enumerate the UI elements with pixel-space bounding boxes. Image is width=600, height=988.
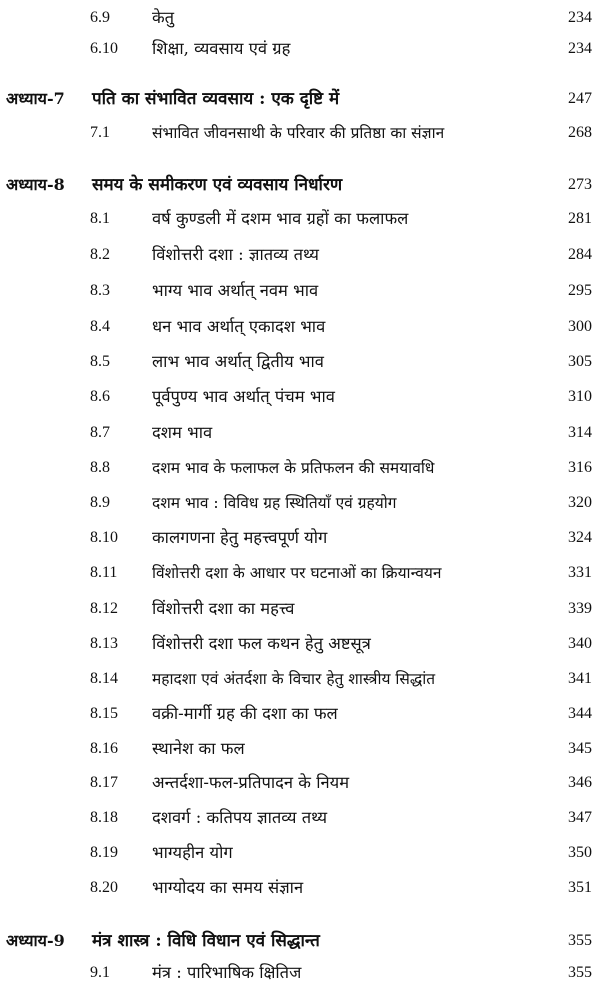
section-number: 6.10 (90, 40, 118, 57)
page-number: 346 (568, 774, 592, 791)
section-number: 8.18 (90, 809, 118, 826)
section-number: 8.19 (90, 844, 118, 861)
page-number: 305 (568, 353, 592, 370)
page-number: 339 (568, 600, 592, 617)
section-title: दशम भाव : विविध ग्रह स्थितियाँ एवं ग्रहयोग (152, 494, 397, 512)
toc-entry (0, 312, 600, 342)
page-number: 234 (568, 40, 592, 57)
toc-entry (0, 118, 600, 148)
chapter-title: मंत्र शास्त्र : विधि विधान एवं सिद्धान्त (92, 931, 320, 951)
section-title: लाभ भाव अर्थात् द्वितीय भाव (152, 352, 324, 371)
toc-entry (0, 523, 600, 553)
section-number: 8.20 (90, 879, 118, 896)
section-number: 8.17 (90, 774, 118, 791)
section-number: 8.12 (90, 600, 118, 617)
page-number: 247 (568, 90, 592, 107)
section-title: मंत्र : पारिभाषिक क्षितिज (152, 963, 302, 982)
section-title: धन भाव अर्थात् एकादश भाव (152, 317, 326, 336)
page-number: 268 (568, 124, 592, 141)
toc-entry (0, 240, 600, 270)
section-title: भाग्योदय का समय संज्ञान (152, 878, 304, 897)
page-number: 310 (568, 388, 592, 405)
toc-entry (0, 204, 600, 234)
toc-entry (0, 276, 600, 306)
section-number: 7.1 (90, 124, 110, 141)
chapter-number: अध्याय-8 (6, 175, 65, 194)
section-title: वक्री-मार्गी ग्रह की दशा का फल (152, 704, 338, 723)
section-number: 8.10 (90, 529, 118, 546)
section-title: कालगणना हेतु महत्त्वपूर्ण योग (152, 528, 328, 547)
section-number: 8.6 (90, 388, 110, 405)
page-number: 341 (568, 670, 592, 687)
page-number: 295 (568, 282, 592, 299)
section-number: 8.11 (90, 564, 118, 581)
section-number: 8.15 (90, 705, 118, 722)
section-title: भाग्यहीन योग (152, 843, 233, 862)
toc-entry (0, 34, 600, 64)
section-number: 6.9 (90, 9, 110, 26)
page-number: 320 (568, 494, 592, 511)
section-number: 9.1 (90, 964, 110, 981)
toc-entry (0, 768, 600, 798)
section-number: 8.8 (90, 459, 110, 476)
page-number: 273 (568, 176, 592, 193)
section-title: वर्ष कुण्डली में दशम भाव ग्रहों का फलाफल (152, 209, 409, 228)
toc-entry (0, 558, 600, 588)
section-title: विंशोत्तरी दशा : ज्ञातव्य तथ्य (152, 245, 319, 264)
chapter-number: अध्याय-7 (6, 89, 65, 108)
section-title: दशम भाव (152, 423, 213, 442)
toc-entry (0, 629, 600, 659)
section-title: दशवर्ग : कतिपय ज्ञातव्य तथ्य (152, 808, 328, 827)
toc-entry (0, 382, 600, 412)
toc-entry (0, 803, 600, 833)
page-number: 347 (568, 809, 592, 826)
section-number: 8.3 (90, 282, 110, 299)
toc-entry (0, 453, 600, 483)
section-number: 8.9 (90, 494, 110, 511)
section-title: भाग्य भाव अर्थात् नवम भाव (152, 281, 319, 300)
page-number: 281 (568, 210, 592, 227)
section-number: 8.2 (90, 246, 110, 263)
section-title: महादशा एवं अंतर्दशा के विचार हेतु शास्त्रीय सिद्धांत (152, 670, 436, 688)
page-number: 351 (568, 879, 592, 896)
section-title: संभावित जीवनसाथी के परिवार की प्रतिष्ठा का संज्ञान (152, 124, 445, 142)
page-number: 300 (568, 318, 592, 335)
section-number: 8.13 (90, 635, 118, 652)
chapter-title: समय के समीकरण एवं व्यवसाय निर्धारण (92, 175, 343, 195)
page-number: 344 (568, 705, 592, 722)
section-title: विंशोत्तरी दशा के आधार पर घटनाओं का क्रियान्वयन (152, 564, 442, 582)
page-number: 314 (568, 424, 592, 441)
section-number: 8.5 (90, 353, 110, 370)
section-number: 8.14 (90, 670, 118, 687)
section-number: 8.16 (90, 740, 118, 757)
section-title: विंशोत्तरी दशा का महत्त्व (152, 599, 295, 618)
toc-entry (0, 699, 600, 729)
toc-entry (0, 958, 600, 988)
chapter-title: पति का संभावित व्यवसाय : एक दृष्टि में (92, 89, 340, 109)
section-number: 8.4 (90, 318, 110, 335)
page-number: 345 (568, 740, 592, 757)
section-title: केतु (152, 8, 175, 27)
toc-entry (0, 594, 600, 624)
toc-entry (0, 3, 600, 33)
page-number: 355 (568, 964, 592, 981)
toc-entry (0, 838, 600, 868)
chapter-entry (0, 926, 600, 956)
toc-entry (0, 734, 600, 764)
page-number: 324 (568, 529, 592, 546)
toc-entry (0, 488, 600, 518)
chapter-number: अध्याय-9 (6, 931, 65, 950)
page-number: 350 (568, 844, 592, 861)
page-number: 340 (568, 635, 592, 652)
section-title: विंशोत्तरी दशा फल कथन हेतु अष्टसूत्र (152, 634, 371, 653)
page-number: 234 (568, 9, 592, 26)
chapter-entry (0, 170, 600, 200)
section-title: स्थानेश का फल (152, 739, 245, 758)
section-title: अन्तर्दशा-फल-प्रतिपादन के नियम (152, 773, 350, 792)
chapter-entry (0, 84, 600, 114)
section-title: शिक्षा, व्यवसाय एवं ग्रह (152, 39, 291, 58)
section-title: पूर्वपुण्य भाव अर्थात् पंचम भाव (152, 387, 335, 406)
section-number: 8.1 (90, 210, 110, 227)
page-number: 331 (568, 564, 592, 581)
page-number: 355 (568, 932, 592, 949)
section-number: 8.7 (90, 424, 110, 441)
toc-entry (0, 418, 600, 448)
page-number: 316 (568, 459, 592, 476)
section-title: दशम भाव के फलाफल के प्रतिफलन की समयावधि (152, 459, 435, 477)
page-number: 284 (568, 246, 592, 263)
toc-entry (0, 347, 600, 377)
toc-entry (0, 873, 600, 903)
toc-entry (0, 664, 600, 694)
